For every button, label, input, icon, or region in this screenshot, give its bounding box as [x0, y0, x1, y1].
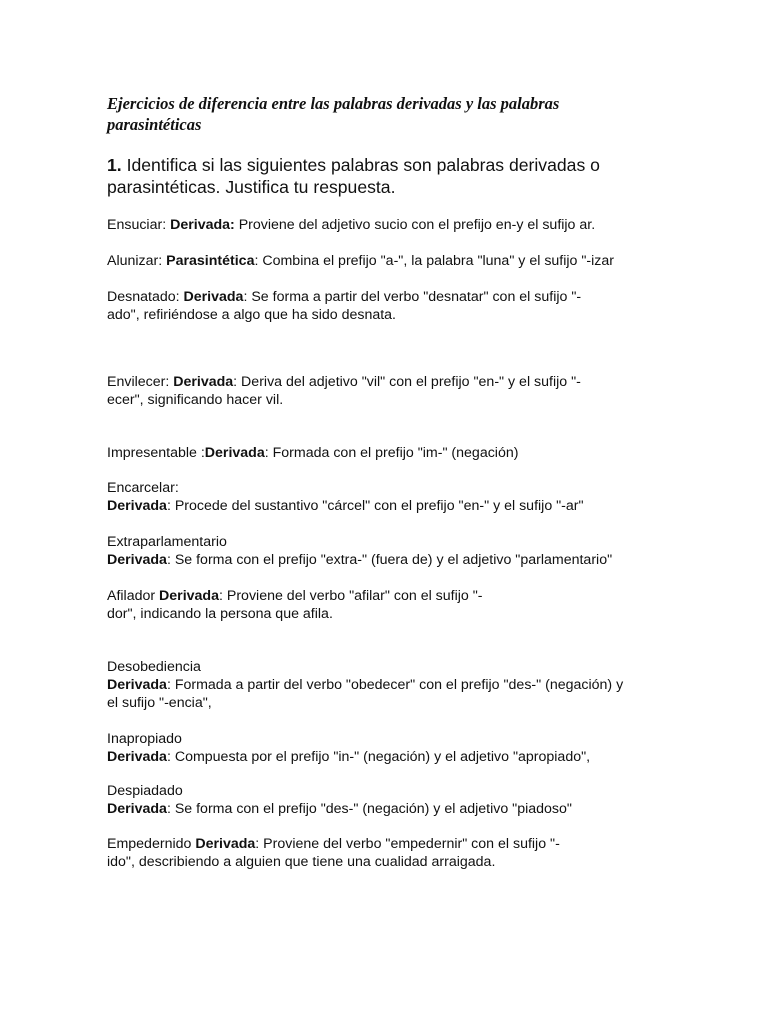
word-entry-extraparlamentario — [107, 533, 667, 569]
word-entry-empedernido — [107, 835, 667, 871]
entry-explanation: : Compuesta por el prefijo "in-" (negación) y el adjetivo "apropiado", — [166, 749, 591, 765]
word-entry-ensuciar — [107, 216, 667, 234]
entry-continuation: ecer", significando hacer vil. — [107, 392, 284, 408]
word-entry-desobediencia — [107, 658, 667, 712]
entry-type: Derivada — [107, 801, 167, 817]
entry-word: Afilador — [107, 588, 160, 604]
entry-type: Derivada: — [170, 217, 235, 233]
word-entry-envilecer — [107, 373, 667, 409]
title-line: parasintéticas — [107, 115, 202, 134]
title-line: Ejercicios de diferencia entre las palabras derivadas y las palabras — [107, 94, 560, 113]
entry-type: Derivada — [107, 677, 167, 693]
exercise-question — [107, 154, 667, 198]
entry-type: Derivada — [173, 374, 234, 390]
question-text: Identifica si las siguientes palabras son palabras derivadas o — [121, 155, 600, 175]
question-line: parasintéticas. Justifica tu respuesta. — [107, 177, 396, 197]
entry-word: Despiadado — [107, 783, 183, 799]
entry-word: Empedernido — [107, 836, 196, 852]
word-entry-inapropiado — [107, 730, 667, 766]
entry-continuation: ido", describiendo a alguien que tiene una cualidad arraigada. — [107, 854, 496, 870]
entry-explanation: : Se forma con el prefijo "des-" (negación) y el adjetivo "piadoso" — [166, 801, 572, 817]
word-entry-desnatado — [107, 288, 667, 324]
question-number: 1. — [107, 155, 122, 175]
entry-word: Extraparlamentario — [107, 534, 227, 550]
entry-word: Envilecer: — [107, 374, 174, 390]
question-line — [107, 154, 667, 176]
entry-word: Ensuciar: — [107, 217, 171, 233]
word-entry-alunizar — [107, 252, 667, 270]
entry-continuation: ado", refiriéndose a algo que ha sido desnata. — [107, 307, 396, 323]
entry-type: Parasintética — [166, 253, 255, 269]
entry-explanation: : Procede del sustantivo "cárcel" con el prefijo "en-" y el sufijo "-ar" — [166, 498, 584, 514]
entry-word: Inapropiado — [107, 731, 182, 747]
entry-word: Desnatado: — [107, 289, 184, 305]
document-title — [107, 93, 667, 135]
entry-word: Alunizar: — [107, 253, 167, 269]
word-entry-despiadado — [107, 782, 667, 818]
entry-explanation: : Formada a partir del verbo "obedecer" con el prefijo "des-" (negación) y — [166, 677, 624, 693]
entry-explanation: Proviene del adjetivo sucio con el prefijo en-y el sufijo ar. — [234, 217, 596, 233]
entry-type: Derivada — [107, 552, 167, 568]
entry-explanation: : Combina el prefijo "a-", la palabra "luna" y el sufijo "-izar — [254, 253, 615, 269]
word-entry-impresentable — [107, 444, 667, 462]
entry-continuation: dor", indicando la persona que afila. — [107, 606, 333, 622]
entry-explanation: : Deriva del adjetivo "vil" con el prefijo "en-" y el sufijo "- — [233, 374, 581, 390]
entry-type: Derivada — [195, 836, 256, 852]
entry-explanation: : Se forma a partir del verbo "desnatar" con el sufijo "- — [243, 289, 582, 305]
entry-continuation: el sufijo "-encia", — [107, 695, 212, 711]
entry-type: Derivada — [107, 749, 167, 765]
entry-explanation: : Proviene del verbo "empedernir" con el sufijo "- — [255, 836, 560, 852]
entry-word: Encarcelar: — [107, 480, 179, 496]
entry-explanation: : Se forma con el prefijo "extra-" (fuera de) y el adjetivo "parlamentario" — [166, 552, 613, 568]
entry-explanation: : Proviene del verbo "afilar" con el sufijo "- — [218, 588, 483, 604]
entry-type: Derivada — [107, 498, 167, 514]
entry-word: Desobediencia — [107, 659, 201, 675]
entry-type: Derivada — [159, 588, 219, 604]
entry-explanation: : Formada con el prefijo "im-" (negación) — [264, 445, 519, 461]
entry-word: Impresentable : — [107, 445, 205, 461]
entry-type: Derivada — [204, 445, 265, 461]
entry-type: Derivada — [183, 289, 244, 305]
word-entry-encarcelar — [107, 479, 667, 515]
word-entry-afilador — [107, 587, 667, 623]
